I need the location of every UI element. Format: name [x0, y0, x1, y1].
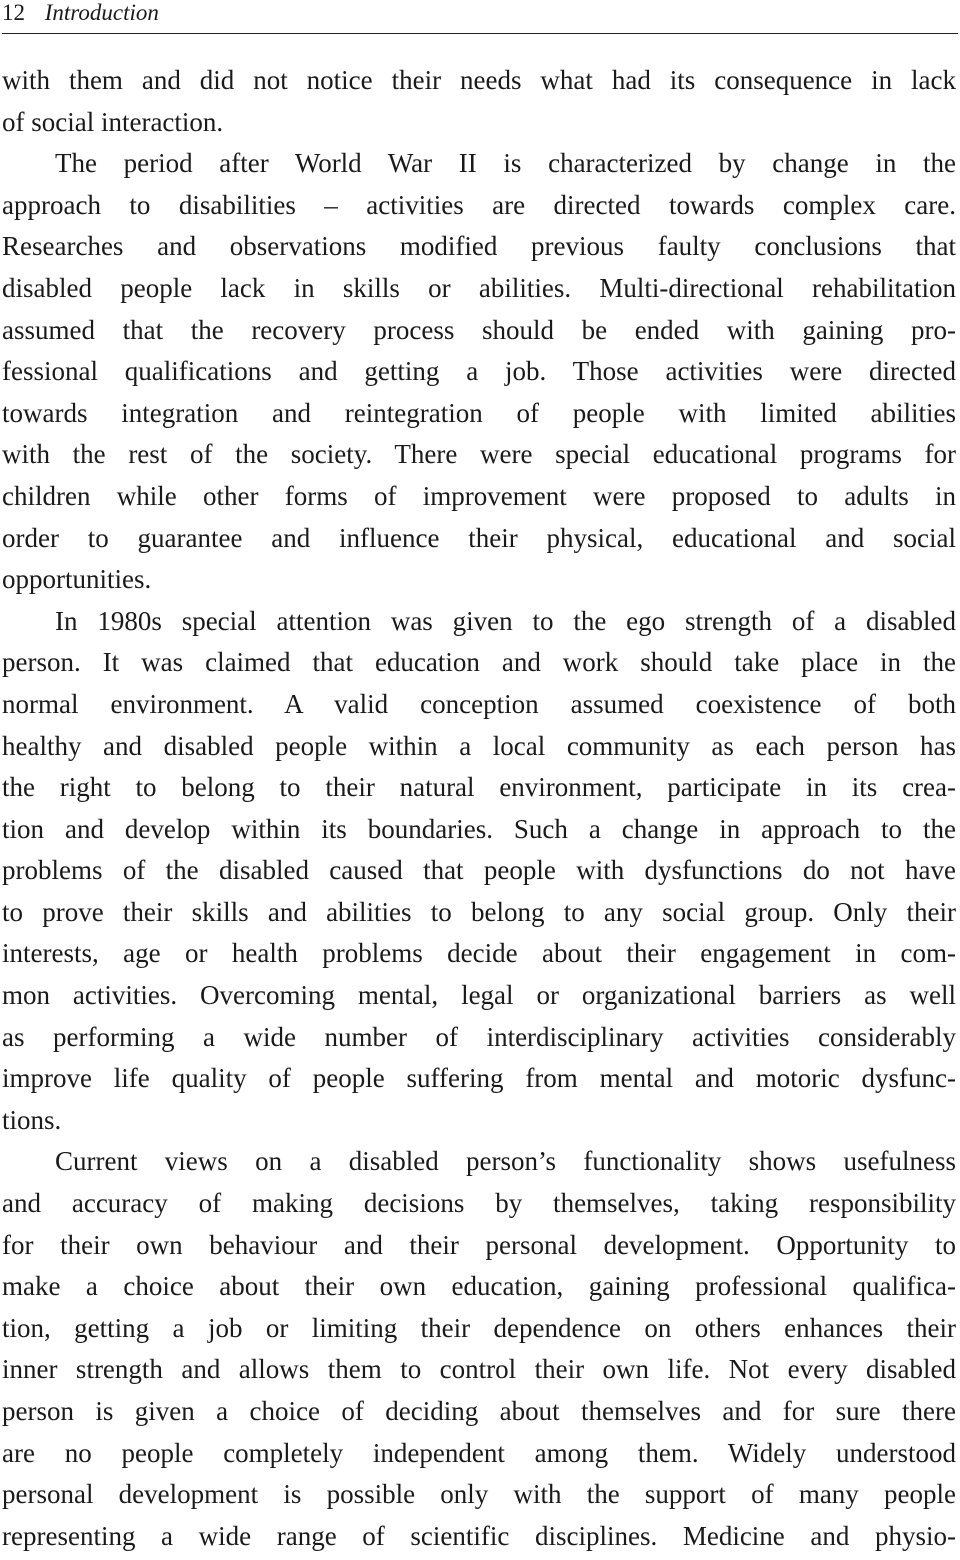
text-line: Researches and observations modified previous faulty conclusions that	[2, 231, 956, 262]
text-line: to prove their skills and abilities to belong to any social group. Only their	[2, 896, 956, 927]
paragraph-first-line: Current views on a disabled person’s functionality shows usefulness	[55, 1146, 956, 1177]
text-line: tion, getting a job or limiting their dependence on others enhances their	[2, 1312, 956, 1343]
text-line: person is given a choice of deciding about themselves and for sure there	[2, 1396, 956, 1426]
text-line: healthy and disabled people within a local community as each person has	[2, 730, 956, 761]
text-line: with them and did not notice their needs what had its consequence in lack	[2, 65, 956, 95]
body-text	[2, 60, 956, 1557]
text-line: disabled people lack in skills or abilities. Multi-directional rehabilitation	[2, 272, 956, 303]
text-line: are no people completely independent among them. Widely understood	[2, 1437, 956, 1468]
text-line: as performing a wide number of interdisciplinary activities considerably	[2, 1021, 956, 1052]
text-line: representing a wide range of scientific disciplines. Medicine and physio-	[2, 1520, 956, 1551]
text-line: mon activities. Overcoming mental, legal or organizational barriers as well	[2, 980, 956, 1011]
text-line: person. It was claimed that education and work should take place in the	[2, 647, 956, 678]
paragraph-first-line: In 1980s special attention was given to the ego strength of a disabled	[55, 605, 956, 636]
text-line: inner strength and allows them to control their own life. Not every disabled	[2, 1354, 956, 1385]
text-line: personal development is possible only with the support of many people	[2, 1479, 956, 1510]
text-line: make a choice about their own education, gaining professional qualifica-	[2, 1271, 956, 1302]
page-number: 12	[2, 0, 25, 25]
text-line: for their own behaviour and their personal development. Opportunity to	[2, 1229, 956, 1260]
text-line: problems of the disabled caused that people with dysfunctions do not have	[2, 855, 956, 886]
text-line: opportunities.	[2, 564, 152, 595]
paragraph-first-line: The period after World War II is characterized by change in the	[55, 148, 956, 179]
text-line: tion and develop within its boundaries. Such a change in approach to the	[2, 813, 956, 844]
text-line: order to guarantee and influence their physical, educational and social	[2, 522, 956, 553]
text-line: assumed that the recovery process should be ended with gaining pro-	[2, 314, 956, 345]
text-line: normal environment. A valid conception assumed coexistence of both	[2, 688, 956, 719]
text-line: children while other forms of improvement were proposed to adults in	[2, 480, 956, 511]
section-title: Introduction	[44, 0, 159, 25]
text-line: and accuracy of making decisions by themselves, taking responsibility	[2, 1188, 956, 1219]
text-line: approach to disabilities – activities are directed towards complex care.	[2, 189, 956, 220]
text-line: towards integration and reintegration of people with limited abilities	[2, 397, 956, 428]
text-line: fessional qualifications and getting a job. Those activities were directed	[2, 356, 956, 387]
text-line: improve life quality of people suffering from mental and motoric dysfunc-	[2, 1063, 956, 1094]
text-line: tions.	[2, 1104, 62, 1135]
text-line: of social interaction.	[2, 106, 224, 137]
text-line: interests, age or health problems decide about their engagement in com-	[2, 938, 956, 969]
running-header	[2, 0, 958, 34]
text-line: with the rest of the society. There were special educational programs for	[2, 439, 956, 470]
text-line: the right to belong to their natural environment, participate in its crea-	[2, 772, 956, 803]
